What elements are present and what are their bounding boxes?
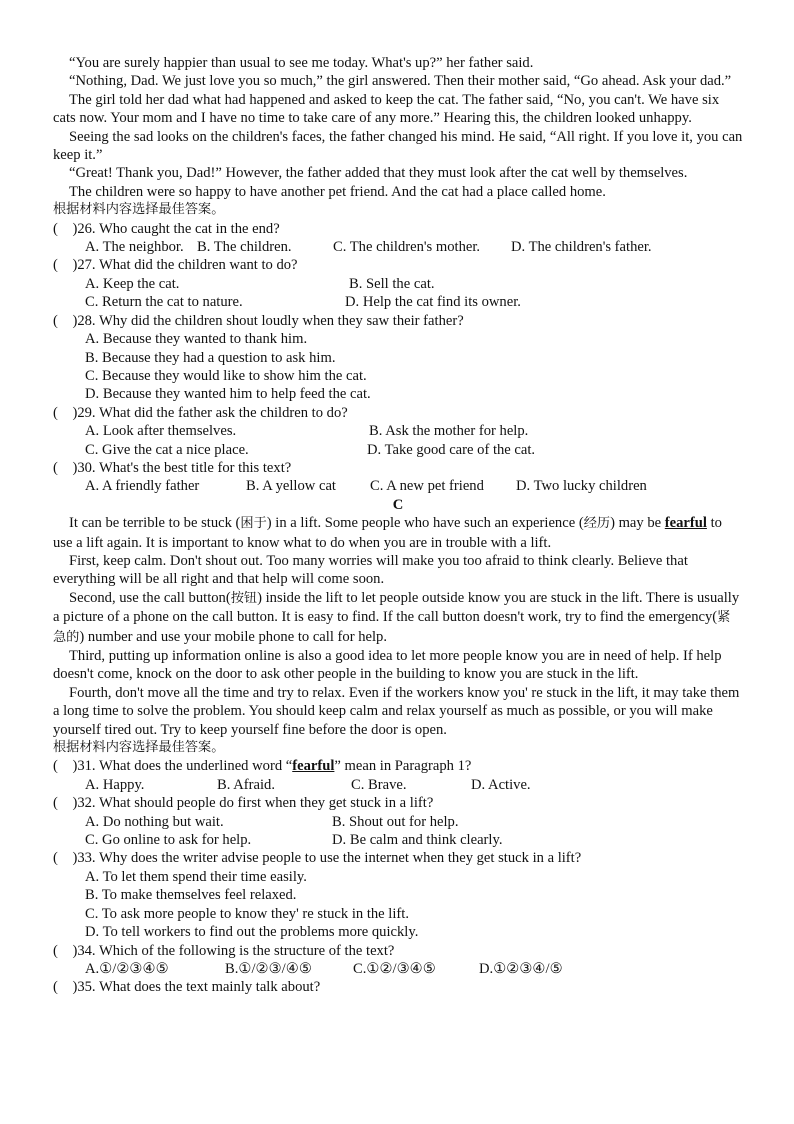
paragraph: The children were so happy to have another pet friend. And the cat had a place called home. [69, 183, 606, 200]
question-stem [53, 757, 743, 775]
answer-option[interactable]: C. Because they would like to show him the cat. [85, 367, 367, 384]
answer-option[interactable]: D. To tell workers to find out the problems more quickly. [85, 924, 419, 941]
answer-option[interactable]: A. Keep the cat. [85, 275, 180, 292]
text-run: ( )31. What does the underlined word “ [53, 758, 293, 775]
question-stem: ( )26. Who caught the cat in the end? [53, 220, 280, 237]
answer-option[interactable]: B.①/②③/④⑤ [225, 960, 312, 977]
chinese-gloss: 经历 [583, 516, 611, 532]
answer-option[interactable]: B. Afraid. [217, 776, 275, 793]
chinese-gloss: 紧急的 [53, 610, 731, 645]
text-run: ” mean in Paragraph 1? [334, 758, 472, 775]
answer-option[interactable]: C. Return the cat to nature. [85, 294, 243, 311]
chinese-gloss: 困于 [240, 516, 267, 532]
answer-option[interactable]: B. The children. [197, 239, 292, 256]
answer-option[interactable]: B. Sell the cat. [349, 275, 435, 292]
question-stem: ( )30. What's the best title for this text? [53, 459, 292, 476]
answer-option[interactable]: D. Active. [471, 776, 531, 793]
answer-option[interactable]: C.①②/③④⑤ [353, 960, 436, 977]
exam-page [53, 54, 743, 997]
paragraph: “Nothing, Dad. We just love you so much,” the girl answered. Then their mother said, “Go ahead. Ask your dad.” [69, 73, 732, 90]
option-row [85, 477, 743, 495]
question-stem: ( )27. What did the children want to do? [53, 257, 298, 274]
question-stem: ( )32. What should people do first when they get stuck in a lift? [53, 795, 434, 812]
answer-option[interactable]: A. The neighbor. [85, 239, 184, 256]
answer-option[interactable]: D. Be calm and think clearly. [332, 832, 503, 849]
paragraph: Seeing the sad looks on the children's faces, the father changed his mind. He said, “All right. If you love it, you can keep it.” [53, 128, 743, 164]
option-row [85, 293, 743, 311]
paragraph: The girl told her dad what had happened and asked to keep the cat. The father said, “No, you can't. We have six cats now. Your mom and I have no time to take care of any more.” Hearing this, the children looked unhappy. [53, 91, 720, 127]
question-stem: ( )33. Why does the writer advise people to use the internet when they get stuck in a lift? [53, 850, 582, 867]
answer-option[interactable]: B. To make themselves feel relaxed. [85, 887, 297, 904]
answer-option[interactable]: A. Do nothing but wait. [85, 813, 224, 830]
option-row [85, 813, 743, 831]
answer-option[interactable]: C. Go online to ask for help. [85, 832, 252, 849]
answer-option[interactable]: A.①/②③④⑤ [85, 960, 169, 977]
paragraph [53, 589, 743, 647]
answer-option[interactable]: D.①②③④/⑤ [479, 960, 563, 977]
option-row [85, 960, 743, 978]
question-stem: ( )34. Which of the following is the structure of the text? [53, 942, 395, 959]
paragraph: Third, putting up information online is also a good idea to let more people know you are in need of help. If help doesn't come, knock on the door to ask other people in the building to know you are stuck in the lift. [53, 648, 722, 683]
option-row [85, 275, 743, 293]
answer-option[interactable]: B. Because they had a question to ask him. [85, 349, 336, 366]
text-run: to use a lift again. It is important to know what to do when you are in trouble with a lift. [53, 515, 722, 551]
answer-option[interactable]: C. Brave. [351, 776, 407, 793]
text-run: ) may be [610, 515, 665, 532]
answer-option[interactable]: B. Ask the mother for help. [369, 423, 529, 440]
question-stem: ( )35. What does the text mainly talk about? [53, 979, 321, 996]
section-heading: C [392, 496, 404, 513]
text-run: Second, use the call button( [69, 589, 231, 606]
answer-option[interactable]: C. Give the cat a nice place. [85, 441, 249, 458]
answer-option[interactable]: D. The children's father. [511, 239, 652, 256]
paragraph [53, 514, 743, 552]
text-run: ) inside the lift to let people outside know you are stuck in the lift. There is usually a picture of a phone on the call button. It is easy to find. If the call button doesn't work, try to find the emergency( [53, 589, 740, 626]
text-run: ) in a lift. Some people who have such an experience ( [266, 515, 584, 532]
underlined-word: fearful [292, 758, 335, 775]
option-row [85, 422, 743, 440]
answer-option[interactable]: A. To let them spend their time easily. [85, 868, 307, 885]
paragraph: First, keep calm. Don't shout out. Too many worries will make you too afraid to think clearly. Believe that everything will be all right and that help will come soon. [53, 552, 688, 588]
section-instruction: 根据材料内容选择最佳答案。 [53, 740, 225, 756]
answer-option[interactable]: C. The children's mother. [333, 239, 481, 256]
section-instruction: 根据材料内容选择最佳答案。 [53, 202, 225, 218]
answer-option[interactable]: B. A yellow cat [246, 478, 336, 495]
text-run: ) number and use your mobile phone to call for help. [79, 628, 387, 645]
underlined-word: fearful [664, 515, 707, 532]
answer-option[interactable]: A. Because they wanted to thank him. [85, 331, 308, 348]
option-row [85, 831, 743, 849]
question-stem: ( )29. What did the father ask the children to do? [53, 404, 348, 421]
answer-option[interactable]: D. Help the cat find its owner. [345, 294, 521, 311]
answer-option[interactable]: D. Because they wanted him to help feed the cat. [85, 386, 371, 403]
answer-option[interactable]: A. Look after themselves. [85, 423, 237, 440]
answer-option[interactable]: A. Happy. [85, 776, 145, 793]
paragraph: “Great! Thank you, Dad!” However, the father added that they must look after the cat well by themselves. [69, 165, 688, 182]
option-row [85, 238, 743, 256]
option-row [85, 441, 743, 459]
paragraph: “You are surely happier than usual to see me today. What's up?” her father said. [69, 55, 534, 71]
text-run: It can be terrible to be stuck ( [69, 515, 241, 532]
paragraph: Fourth, don't move all the time and try to relax. Even if the workers know you' re stuck in the lift, it may take them a long time to solve the problem. You should keep calm and relax yourself as much as possible, or you will make yourself tired out. Try to keep yourself fine before the door is open. [53, 684, 740, 738]
answer-option[interactable]: C. To ask more people to know they' re stuck in the lift. [85, 905, 409, 922]
answer-option[interactable]: A. A friendly father [85, 478, 200, 495]
answer-option[interactable]: C. A new pet friend [370, 478, 484, 495]
answer-option[interactable]: B. Shout out for help. [332, 813, 459, 830]
answer-option[interactable]: D. Take good care of the cat. [367, 441, 536, 458]
question-stem: ( )28. Why did the children shout loudly when they saw their father? [53, 312, 464, 329]
option-row [85, 776, 743, 794]
answer-option[interactable]: D. Two lucky children [516, 478, 647, 495]
chinese-gloss: 按钮 [230, 590, 258, 606]
